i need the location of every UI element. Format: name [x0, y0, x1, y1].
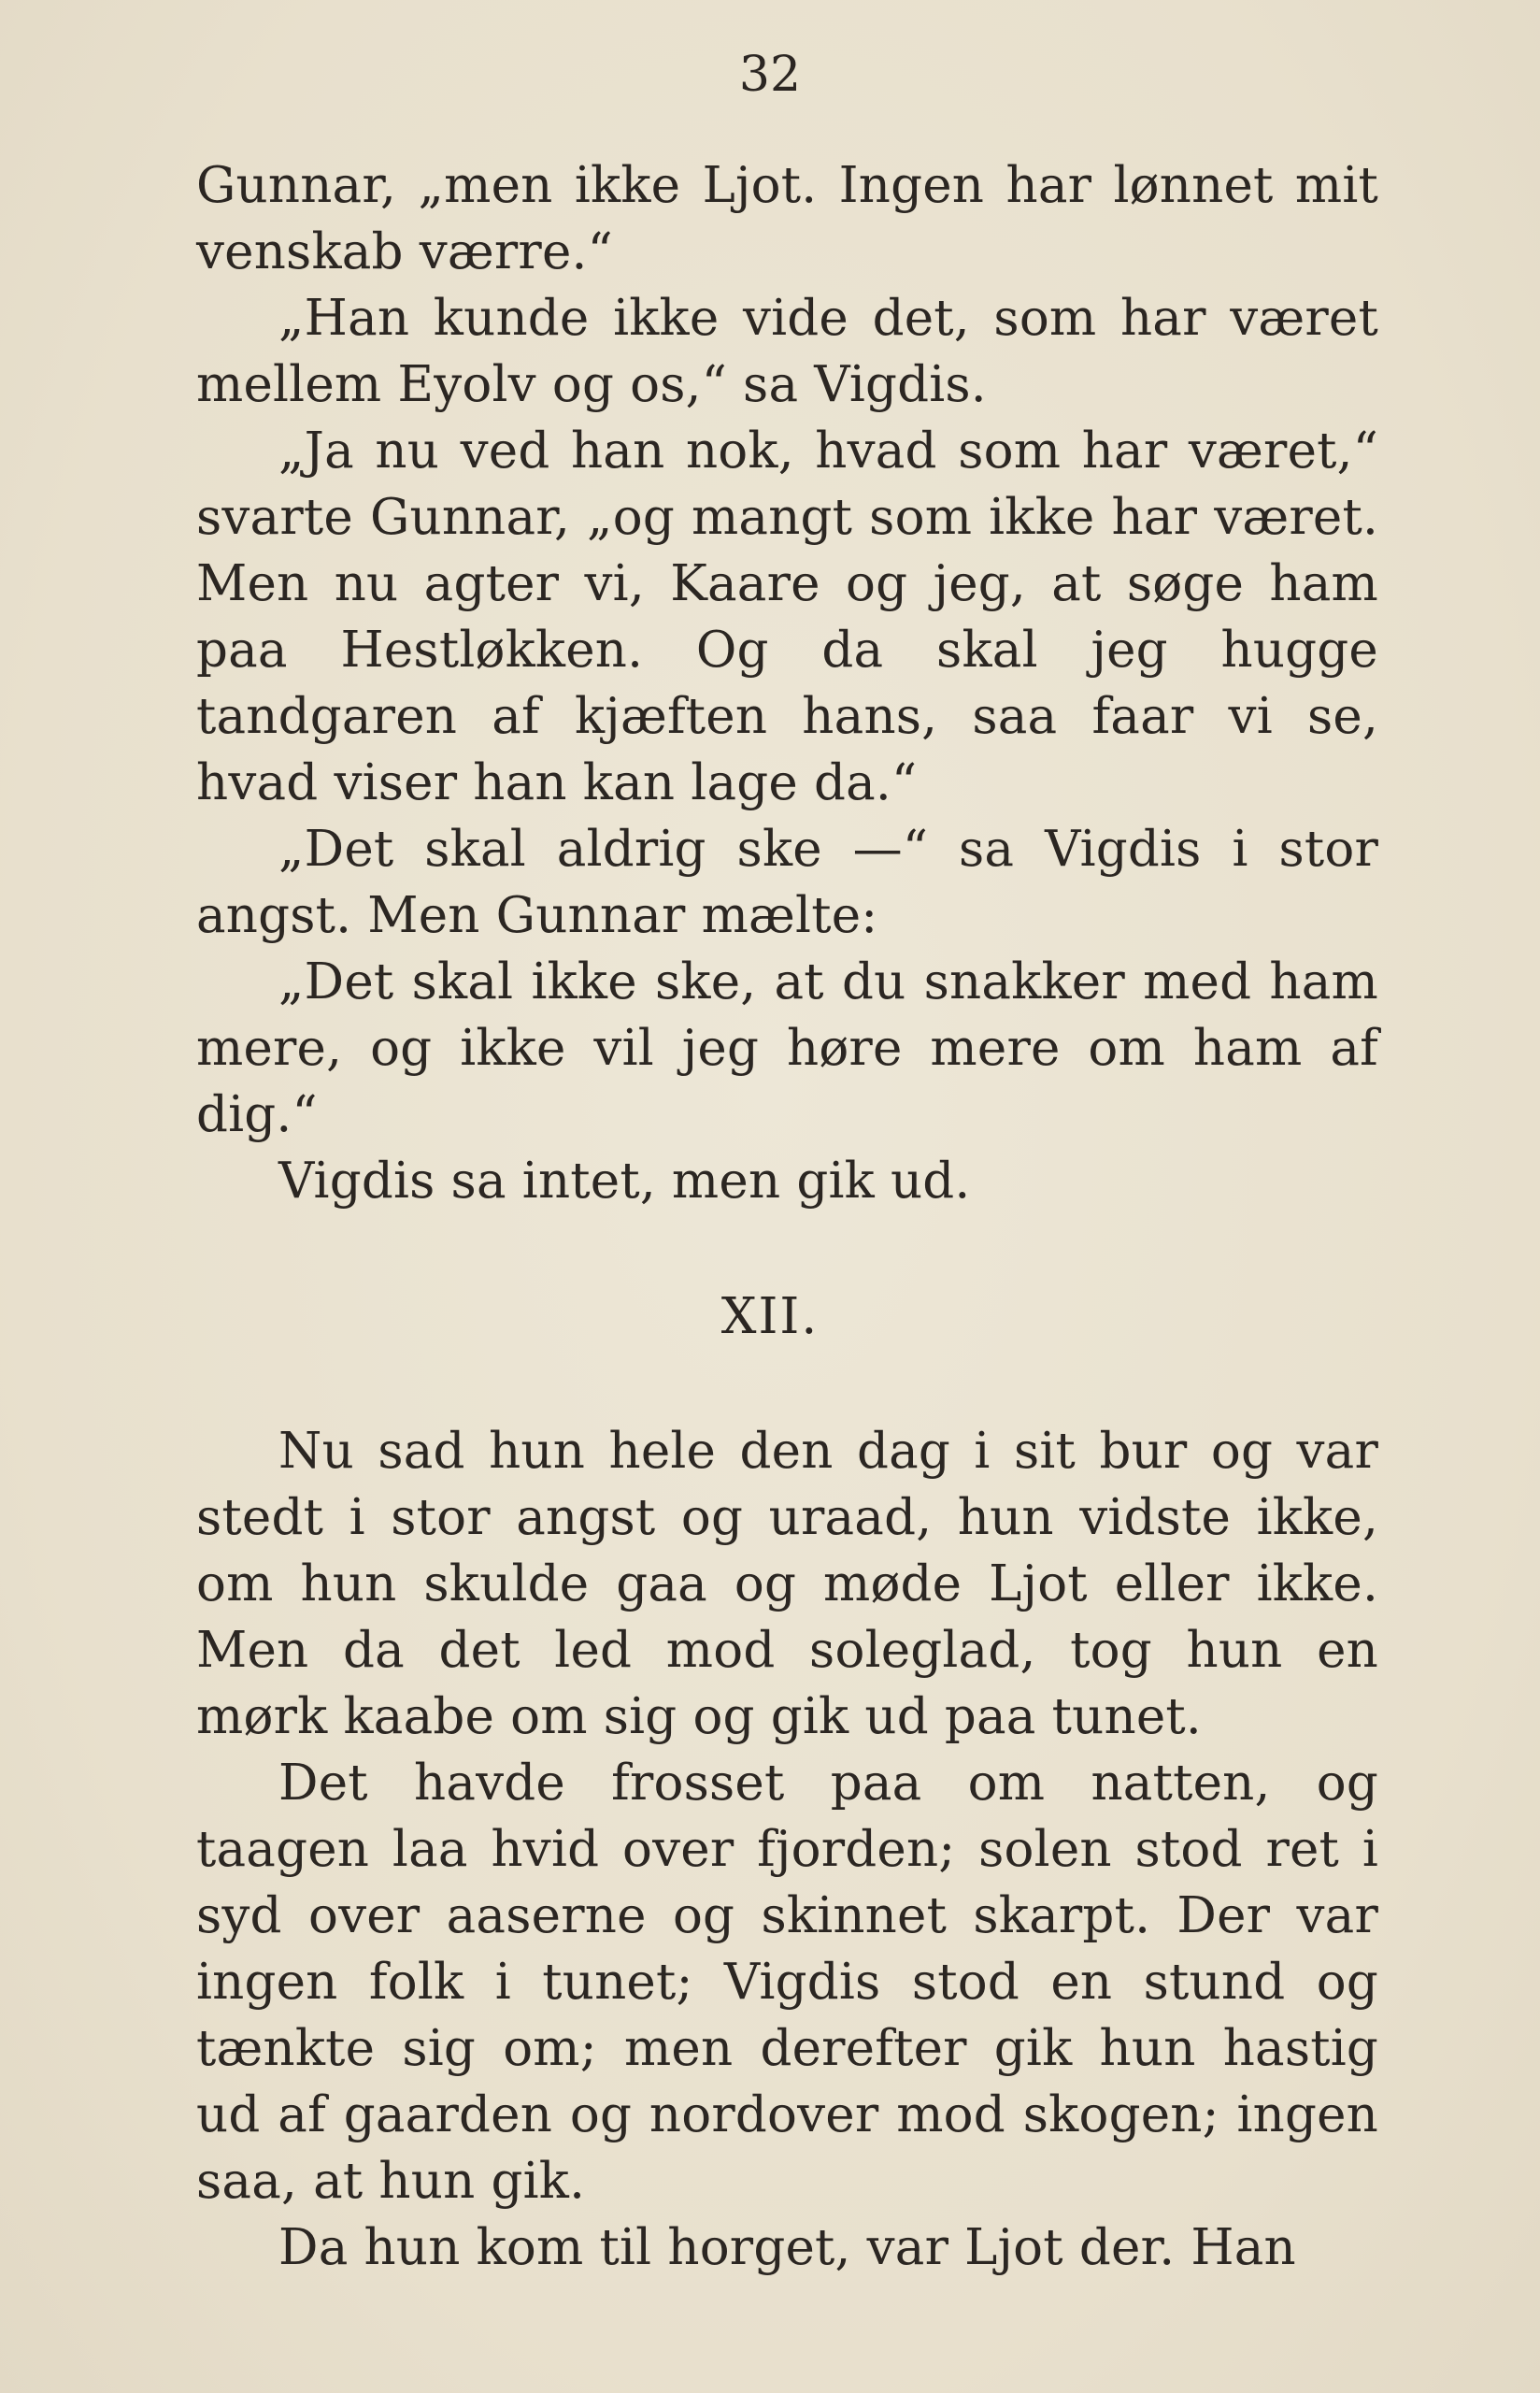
paragraph: „Det skal aldrig ske —“ sa Vigdis i stor angst. Men Gunnar mælte:	[196, 821, 1378, 944]
paragraph: „Han kunde ikke vide det, som har været mellem Eyolv og os,“ sa Vigdis.	[196, 290, 1378, 413]
text-block-bottom	[196, 1418, 1378, 2281]
paragraph: Da hun kom til horget, var Ljot der. Han	[278, 2219, 1296, 2276]
paragraph: „Ja nu ved han nok, hvad som har været,“ svarte Gunnar, „og mangt som ikke har været. Men nu agter vi, Kaare og jeg, at søge ham paa Hestløkken. Og da skal jeg hugge tandgaren af kjæften hans, saa faar vi se, hvad viser han kan lage da.“	[196, 423, 1378, 811]
paragraph: Det havde frosset paa om natten, og taagen laa hvid over fjorden; solen stod ret i syd over aaserne og skinnet skarpt. Der var ingen folk i tunet; Vigdis stod en stund og tænkte sig om; men derefter gik hun hastig ud af gaarden og nordover mod skogen; ingen saa, at hun gik.	[196, 1755, 1378, 2210]
paragraph: Nu sad hun hele den dag i sit bur og var stedt i stor angst og uraad, hun vidste ikke, om hun skulde gaa og møde Ljot eller ikke. Men da det led mod soleglad, tog hun en mørk kaabe om sig og gik ud paa tunet.	[196, 1423, 1378, 1745]
page-number: 32	[738, 47, 802, 103]
text-block-top	[196, 152, 1378, 1214]
paragraph: „Det skal ikke ske, at du snakker med ham mere, og ikke vil jeg høre mere om ham af dig.“	[196, 953, 1378, 1143]
chapter-heading: XII.	[720, 1288, 820, 1345]
paragraph: Vigdis sa intet, men gik ud.	[278, 1153, 971, 1210]
paragraph-continued: Gunnar, „men ikke Ljot. Ingen har lønnet mit venskab værre.“	[196, 157, 1378, 280]
